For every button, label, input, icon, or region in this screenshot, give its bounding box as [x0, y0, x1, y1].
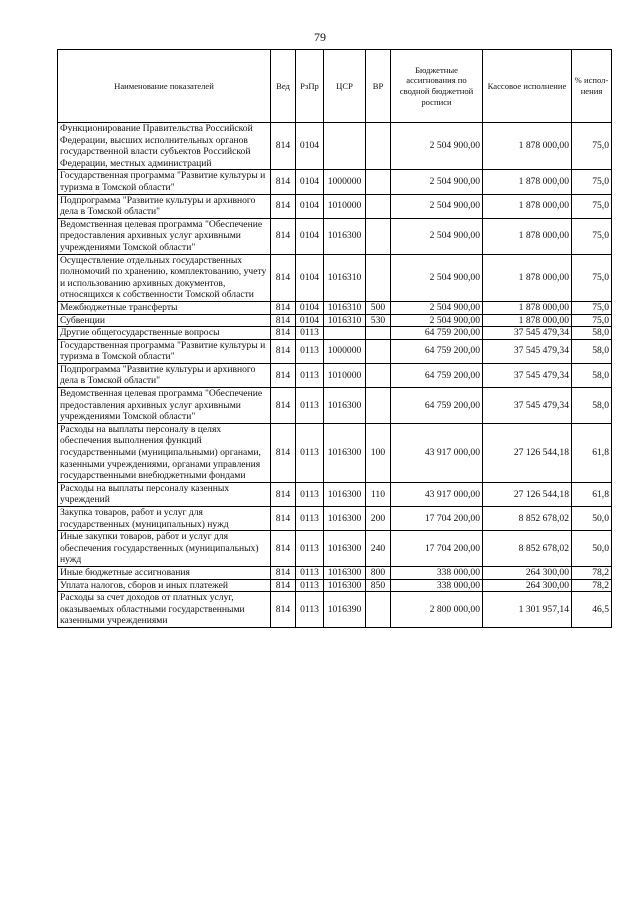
row-pct: 78,2: [572, 579, 612, 592]
row-vr: 530: [366, 314, 391, 327]
row-cash: 1 878 000,00: [483, 301, 572, 314]
row-csr: 1010000: [324, 194, 366, 218]
row-rzpr: 0113: [296, 507, 324, 531]
header-csr: ЦСР: [324, 50, 366, 123]
row-ved: 814: [271, 579, 296, 592]
row-vr: [366, 363, 391, 387]
row-csr: [324, 123, 366, 170]
row-budget: 2 504 900,00: [391, 218, 483, 254]
row-cash: 1 878 000,00: [483, 218, 572, 254]
table-row: [58, 194, 612, 218]
row-csr: [324, 327, 366, 340]
row-rzpr: 0113: [296, 482, 324, 506]
row-vr: 200: [366, 507, 391, 531]
row-rzpr: 0104: [296, 218, 324, 254]
row-name: Межбюджетные трансферты: [58, 301, 271, 314]
row-csr: 1016310: [324, 314, 366, 327]
row-budget: 2 504 900,00: [391, 254, 483, 301]
row-ved: 814: [271, 314, 296, 327]
row-rzpr: 0104: [296, 194, 324, 218]
row-cash: 1 878 000,00: [483, 314, 572, 327]
row-pct: 75,0: [572, 218, 612, 254]
row-vr: [366, 123, 391, 170]
row-rzpr: 0113: [296, 566, 324, 579]
table-row: [58, 388, 612, 424]
table-row: [58, 482, 612, 506]
row-vr: [366, 592, 391, 628]
row-pct: 78,2: [572, 566, 612, 579]
row-name: Функционирование Правительства Российской Федерации, высших исполнительных органов государственной власти субъектов Российской Федерации, местных администраций: [58, 123, 271, 170]
header-vr: ВР: [366, 50, 391, 123]
row-pct: 75,0: [572, 194, 612, 218]
table-row: [58, 254, 612, 301]
row-rzpr: 0113: [296, 592, 324, 628]
row-pct: 46,5: [572, 592, 612, 628]
header-ved: Вед: [271, 50, 296, 123]
row-budget: 17 704 200,00: [391, 531, 483, 567]
row-cash: 264 300,00: [483, 566, 572, 579]
row-name: Государственная программа "Развитие культуры и туризма в Томской области": [58, 339, 271, 363]
row-budget: 64 759 200,00: [391, 388, 483, 424]
row-csr: 1016390: [324, 592, 366, 628]
row-name: Расходы на выплаты персоналу в целях обеспечения выполнения функций государственными (муниципальными) органами, казенными учреждениями, органами управления государственными внебюджетными фондами: [58, 423, 271, 482]
row-csr: 1016300: [324, 482, 366, 506]
row-pct: 75,0: [572, 314, 612, 327]
table-row: [58, 579, 612, 592]
row-cash: 1 878 000,00: [483, 123, 572, 170]
row-pct: 50,0: [572, 507, 612, 531]
row-budget: 17 704 200,00: [391, 507, 483, 531]
row-budget: 64 759 200,00: [391, 339, 483, 363]
row-pct: 61,8: [572, 482, 612, 506]
header-rzpr: РзПр: [296, 50, 324, 123]
row-pct: 75,0: [572, 170, 612, 194]
row-name: Государственная программа "Развитие культуры и туризма в Томской области": [58, 170, 271, 194]
row-csr: 1016300: [324, 531, 366, 567]
row-budget: 338 000,00: [391, 566, 483, 579]
row-name: Ведомственная целевая программа "Обеспечение предоставления архивных услуг архивными учреждениями Томской области": [58, 218, 271, 254]
row-pct: 58,0: [572, 363, 612, 387]
row-csr: 1016300: [324, 566, 366, 579]
row-budget: 64 759 200,00: [391, 363, 483, 387]
row-pct: 75,0: [572, 301, 612, 314]
table-row: [58, 301, 612, 314]
row-ved: 814: [271, 327, 296, 340]
row-csr: 1010000: [324, 363, 366, 387]
row-budget: 2 504 900,00: [391, 123, 483, 170]
table-row: [58, 531, 612, 567]
row-rzpr: 0104: [296, 123, 324, 170]
row-ved: 814: [271, 531, 296, 567]
row-cash: 1 878 000,00: [483, 170, 572, 194]
row-cash: 37 545 479,34: [483, 327, 572, 340]
row-name: Субвенции: [58, 314, 271, 327]
row-budget: 2 504 900,00: [391, 170, 483, 194]
row-name: Ведомственная целевая программа "Обеспечение предоставления архивных услуг архивными учреждениями Томской области": [58, 388, 271, 424]
page-number: 79: [314, 30, 326, 44]
row-vr: 100: [366, 423, 391, 482]
row-ved: 814: [271, 123, 296, 170]
row-vr: 800: [366, 566, 391, 579]
row-pct: 61,8: [572, 423, 612, 482]
table-row: [58, 314, 612, 327]
row-vr: [366, 170, 391, 194]
row-csr: 1016300: [324, 507, 366, 531]
header-budget: Бюджетные ассигнования по сводной бюджетной росписи: [391, 50, 483, 123]
table-row: [58, 566, 612, 579]
row-rzpr: 0113: [296, 531, 324, 567]
row-csr: 1016300: [324, 579, 366, 592]
row-vr: 110: [366, 482, 391, 506]
row-rzpr: 0113: [296, 579, 324, 592]
row-cash: 37 545 479,34: [483, 363, 572, 387]
row-pct: 50,0: [572, 531, 612, 567]
row-rzpr: 0113: [296, 339, 324, 363]
row-vr: 850: [366, 579, 391, 592]
row-csr: 1000000: [324, 170, 366, 194]
row-rzpr: 0104: [296, 170, 324, 194]
row-budget: 338 000,00: [391, 579, 483, 592]
row-name: Иные бюджетные ассигнования: [58, 566, 271, 579]
row-ved: 814: [271, 301, 296, 314]
row-ved: 814: [271, 388, 296, 424]
row-name: Расходы за счет доходов от платных услуг, оказываемых областными государственными казенными учреждениями: [58, 592, 271, 628]
header-pct: % испол-нения: [572, 50, 612, 123]
row-cash: 1 301 957,14: [483, 592, 572, 628]
row-rzpr: 0104: [296, 301, 324, 314]
row-rzpr: 0113: [296, 423, 324, 482]
row-ved: 814: [271, 482, 296, 506]
row-cash: 27 126 544,18: [483, 423, 572, 482]
row-csr: 1016300: [324, 423, 366, 482]
row-budget: 2 504 900,00: [391, 314, 483, 327]
row-rzpr: 0113: [296, 327, 324, 340]
row-ved: 814: [271, 254, 296, 301]
table-header-row: [58, 50, 612, 123]
row-ved: 814: [271, 423, 296, 482]
row-ved: 814: [271, 218, 296, 254]
row-vr: 500: [366, 301, 391, 314]
table-row: [58, 170, 612, 194]
table-row: [58, 123, 612, 170]
row-ved: 814: [271, 339, 296, 363]
table-row: [58, 592, 612, 628]
row-vr: 240: [366, 531, 391, 567]
row-name: Другие общегосударственные вопросы: [58, 327, 271, 340]
budget-execution-table: [57, 49, 612, 628]
row-budget: 2 504 900,00: [391, 194, 483, 218]
row-pct: 58,0: [572, 327, 612, 340]
row-ved: 814: [271, 170, 296, 194]
row-pct: 75,0: [572, 123, 612, 170]
row-ved: 814: [271, 194, 296, 218]
header-name: Наименование показателей: [58, 50, 271, 123]
row-name: Иные закупки товаров, работ и услуг для обеспечения государственных (муниципальных) нужд: [58, 531, 271, 567]
table-row: [58, 218, 612, 254]
row-name: Осуществление отдельных государственных полномочий по хранению, комплектованию, учету и использованию архивных документов, относящихся к собственности Томской области: [58, 254, 271, 301]
header-cash: Кассовое исполнение: [483, 50, 572, 123]
row-budget: 2 504 900,00: [391, 301, 483, 314]
row-pct: 58,0: [572, 388, 612, 424]
row-ved: 814: [271, 363, 296, 387]
row-rzpr: 0113: [296, 363, 324, 387]
row-cash: 1 878 000,00: [483, 194, 572, 218]
row-budget: 64 759 200,00: [391, 327, 483, 340]
table-row: [58, 363, 612, 387]
row-vr: [366, 388, 391, 424]
row-name: Подпрограмма "Развитие культуры и архивного дела в Томской области": [58, 194, 271, 218]
row-ved: 814: [271, 566, 296, 579]
table-row: [58, 339, 612, 363]
row-rzpr: 0104: [296, 314, 324, 327]
row-cash: 1 878 000,00: [483, 254, 572, 301]
row-cash: 8 852 678,02: [483, 507, 572, 531]
row-budget: 43 917 000,00: [391, 423, 483, 482]
row-vr: [366, 327, 391, 340]
row-cash: 37 545 479,34: [483, 339, 572, 363]
row-name: Уплата налогов, сборов и иных платежей: [58, 579, 271, 592]
row-ved: 814: [271, 592, 296, 628]
row-csr: 1016310: [324, 254, 366, 301]
row-cash: 27 126 544,18: [483, 482, 572, 506]
row-csr: 1000000: [324, 339, 366, 363]
row-vr: [366, 194, 391, 218]
row-pct: 75,0: [572, 254, 612, 301]
row-csr: 1016310: [324, 301, 366, 314]
row-budget: 2 800 000,00: [391, 592, 483, 628]
row-pct: 58,0: [572, 339, 612, 363]
row-vr: [366, 339, 391, 363]
row-vr: [366, 218, 391, 254]
row-name: Подпрограмма "Развитие культуры и архивного дела в Томской области": [58, 363, 271, 387]
table-row: [58, 327, 612, 340]
row-csr: 1016300: [324, 388, 366, 424]
row-rzpr: 0113: [296, 388, 324, 424]
row-budget: 43 917 000,00: [391, 482, 483, 506]
row-rzpr: 0104: [296, 254, 324, 301]
row-ved: 814: [271, 507, 296, 531]
row-cash: 37 545 479,34: [483, 388, 572, 424]
row-vr: [366, 254, 391, 301]
row-name: Закупка товаров, работ и услуг для государственных (муниципальных) нужд: [58, 507, 271, 531]
table-row: [58, 507, 612, 531]
row-name: Расходы на выплаты персоналу казенных учреждений: [58, 482, 271, 506]
row-cash: 8 852 678,02: [483, 531, 572, 567]
table-row: [58, 423, 612, 482]
row-cash: 264 300,00: [483, 579, 572, 592]
row-csr: 1016300: [324, 218, 366, 254]
